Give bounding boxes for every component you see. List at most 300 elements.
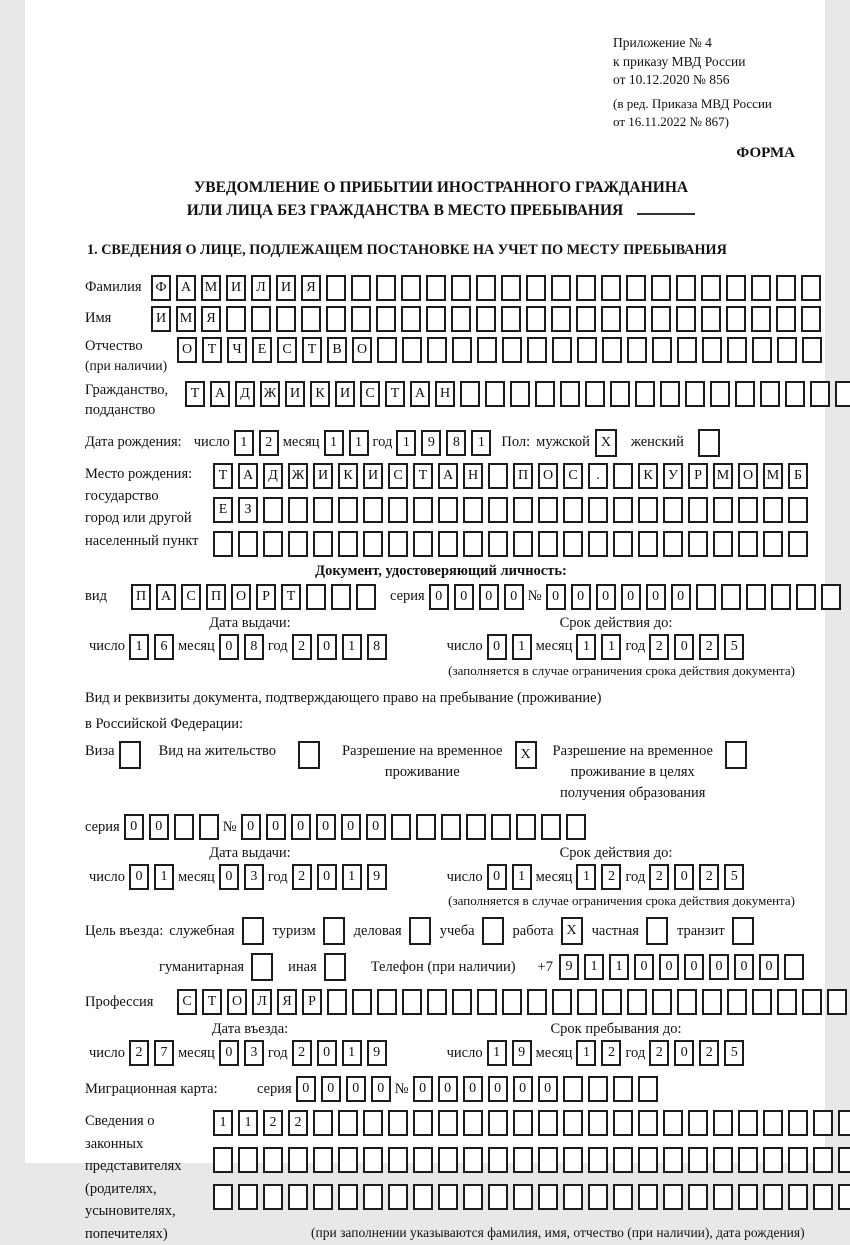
given-name-field-cell[interactable]: [476, 306, 496, 332]
birth-place-line2-cell[interactable]: [488, 497, 508, 523]
entry-year-field-cell[interactable]: 2: [292, 1040, 312, 1066]
given-name-field-cell[interactable]: [626, 306, 646, 332]
representatives-line1[interactable]: [213, 1110, 850, 1136]
entry-year-field-cell[interactable]: 0: [317, 1040, 337, 1066]
residence-valid-year-cell[interactable]: 0: [674, 864, 694, 890]
purpose-official-checkbox-cell[interactable]: [242, 917, 264, 945]
patronymic-field-cell[interactable]: [377, 337, 397, 363]
surname-field-cell[interactable]: [701, 275, 721, 301]
patronymic-field-cell[interactable]: Т: [202, 337, 222, 363]
purpose-study-checkbox-cell[interactable]: [482, 917, 504, 945]
representatives-line3-cell[interactable]: [313, 1184, 333, 1210]
patronymic-field-cell[interactable]: Е: [252, 337, 272, 363]
birth-place-line1-cell[interactable]: [613, 463, 633, 489]
migration-number-field-cell[interactable]: [638, 1076, 658, 1102]
patronymic-field-cell[interactable]: С: [277, 337, 297, 363]
entry-year-field[interactable]: [292, 1040, 387, 1066]
birth-place-line3-cell[interactable]: [313, 531, 333, 557]
identity-kind-field-cell[interactable]: [331, 584, 351, 610]
birth-place-line3-cell[interactable]: [488, 531, 508, 557]
citizenship-field-cell[interactable]: [560, 381, 580, 407]
profession-field-cell[interactable]: [677, 989, 697, 1015]
residence-number-field-cell[interactable]: [441, 814, 461, 840]
identity-valid-month-cell[interactable]: 1: [576, 634, 596, 660]
stay-month-field-cell[interactable]: 2: [601, 1040, 621, 1066]
birth-place-line2-cell[interactable]: [363, 497, 383, 523]
birth-place-line1[interactable]: [213, 463, 808, 489]
temp-residence-edu-checkbox[interactable]: [725, 741, 747, 769]
profession-field-cell[interactable]: Т: [202, 989, 222, 1015]
phone-field-cell[interactable]: 1: [584, 954, 604, 980]
identity-kind-field[interactable]: [131, 584, 376, 610]
surname-field-cell[interactable]: А: [176, 275, 196, 301]
identity-number-field-cell[interactable]: 0: [596, 584, 616, 610]
migration-number-field-cell[interactable]: 0: [463, 1076, 483, 1102]
birth-year-field-cell[interactable]: 1: [471, 430, 491, 456]
birth-place-line3-cell[interactable]: [238, 531, 258, 557]
residence-number-field-cell[interactable]: 0: [291, 814, 311, 840]
identity-series-field-cell[interactable]: 0: [429, 584, 449, 610]
representatives-line3-cell[interactable]: [638, 1184, 658, 1210]
representatives-line3-cell[interactable]: [613, 1184, 633, 1210]
identity-valid-year-cell[interactable]: 0: [674, 634, 694, 660]
birth-place-line2-cell[interactable]: [288, 497, 308, 523]
migration-series-field[interactable]: [296, 1076, 391, 1102]
given-name-field[interactable]: [151, 306, 821, 332]
surname-field-cell[interactable]: И: [226, 275, 246, 301]
representatives-line2-cell[interactable]: [263, 1147, 283, 1173]
representatives-line1-cell[interactable]: [813, 1110, 833, 1136]
given-name-field-cell[interactable]: [601, 306, 621, 332]
given-name-field-cell[interactable]: [326, 306, 346, 332]
representatives-line2-cell[interactable]: [213, 1147, 233, 1173]
profession-field[interactable]: [177, 989, 847, 1015]
representatives-line2-cell[interactable]: [763, 1147, 783, 1173]
identity-issue-month-cell[interactable]: 8: [244, 634, 264, 660]
given-name-field-cell[interactable]: [726, 306, 746, 332]
representatives-line1-cell[interactable]: [463, 1110, 483, 1136]
birth-place-line3-cell[interactable]: [538, 531, 558, 557]
residence-issue-year[interactable]: [292, 864, 387, 890]
birth-day-field[interactable]: [234, 430, 279, 456]
representatives-line2-cell[interactable]: [238, 1147, 258, 1173]
migration-number-field-cell[interactable]: 0: [413, 1076, 433, 1102]
patronymic-field-cell[interactable]: [752, 337, 772, 363]
residence-series-field[interactable]: [124, 814, 219, 840]
birth-place-line1-cell[interactable]: М: [713, 463, 733, 489]
birth-place-line1-cell[interactable]: Н: [463, 463, 483, 489]
citizenship-field-cell[interactable]: [760, 381, 780, 407]
representatives-line2-cell[interactable]: [488, 1147, 508, 1173]
identity-valid-year[interactable]: [649, 634, 744, 660]
identity-valid-year-cell[interactable]: 2: [699, 634, 719, 660]
citizenship-field-cell[interactable]: Д: [235, 381, 255, 407]
identity-kind-field-cell[interactable]: С: [181, 584, 201, 610]
profession-field-cell[interactable]: [452, 989, 472, 1015]
birth-place-line1-cell[interactable]: Т: [213, 463, 233, 489]
given-name-field-cell[interactable]: [801, 306, 821, 332]
profession-field-cell[interactable]: Я: [277, 989, 297, 1015]
residence-number-field-cell[interactable]: [516, 814, 536, 840]
identity-issue-year[interactable]: [292, 634, 387, 660]
residence-valid-year-cell[interactable]: 2: [699, 864, 719, 890]
representatives-line1-cell[interactable]: [513, 1110, 533, 1136]
representatives-line2-cell[interactable]: [463, 1147, 483, 1173]
birth-place-line1-cell[interactable]: Р: [688, 463, 708, 489]
stay-day-field[interactable]: [487, 1040, 532, 1066]
birth-year-field-cell[interactable]: 9: [421, 430, 441, 456]
surname-field-cell[interactable]: [576, 275, 596, 301]
representatives-line3-cell[interactable]: [338, 1184, 358, 1210]
patronymic-field-cell[interactable]: [402, 337, 422, 363]
identity-kind-field-cell[interactable]: [356, 584, 376, 610]
purpose-business-checkbox[interactable]: [409, 917, 431, 945]
entry-day-field-cell[interactable]: 2: [129, 1040, 149, 1066]
birth-place-line1-cell[interactable]: А: [238, 463, 258, 489]
representatives-line2[interactable]: [213, 1147, 850, 1173]
representatives-line3-cell[interactable]: [688, 1184, 708, 1210]
birth-place-line2-cell[interactable]: З: [238, 497, 258, 523]
patronymic-field-cell[interactable]: [727, 337, 747, 363]
citizenship-field-cell[interactable]: [685, 381, 705, 407]
representatives-line3-cell[interactable]: [763, 1184, 783, 1210]
purpose-official-checkbox[interactable]: [242, 917, 264, 945]
birth-place-line3-cell[interactable]: [788, 531, 808, 557]
profession-field-cell[interactable]: [702, 989, 722, 1015]
entry-year-field-cell[interactable]: 1: [342, 1040, 362, 1066]
residence-series-field-cell[interactable]: [199, 814, 219, 840]
patronymic-field-cell[interactable]: [527, 337, 547, 363]
identity-kind-field-cell[interactable]: [306, 584, 326, 610]
migration-series-field-cell[interactable]: 0: [346, 1076, 366, 1102]
profession-field-cell[interactable]: [502, 989, 522, 1015]
surname-field[interactable]: [151, 275, 821, 301]
citizenship-field-cell[interactable]: С: [360, 381, 380, 407]
surname-field-cell[interactable]: [476, 275, 496, 301]
birth-place-line3-cell[interactable]: [613, 531, 633, 557]
surname-field-cell[interactable]: [526, 275, 546, 301]
migration-series-field-cell[interactable]: 0: [296, 1076, 316, 1102]
surname-field-cell[interactable]: [626, 275, 646, 301]
stay-year-field[interactable]: [649, 1040, 744, 1066]
identity-number-field-cell[interactable]: [821, 584, 841, 610]
birth-place-line1-cell[interactable]: К: [338, 463, 358, 489]
representatives-line1-cell[interactable]: [438, 1110, 458, 1136]
birth-day-field-cell[interactable]: 2: [259, 430, 279, 456]
citizenship-field-cell[interactable]: [510, 381, 530, 407]
citizenship-field-cell[interactable]: [785, 381, 805, 407]
surname-field-cell[interactable]: [451, 275, 471, 301]
patronymic-field-cell[interactable]: О: [177, 337, 197, 363]
identity-issue-month[interactable]: [219, 634, 264, 660]
birth-place-line1-cell[interactable]: .: [588, 463, 608, 489]
given-name-field-cell[interactable]: [376, 306, 396, 332]
patronymic-field-cell[interactable]: [502, 337, 522, 363]
profession-field-cell[interactable]: [802, 989, 822, 1015]
surname-field-cell[interactable]: [801, 275, 821, 301]
birth-place-line1-cell[interactable]: М: [763, 463, 783, 489]
birth-month-field-cell[interactable]: 1: [324, 430, 344, 456]
representatives-line3-cell[interactable]: [588, 1184, 608, 1210]
patronymic-field-cell[interactable]: [477, 337, 497, 363]
representatives-line1-cell[interactable]: [713, 1110, 733, 1136]
birth-day-field-cell[interactable]: 1: [234, 430, 254, 456]
phone-field-cell[interactable]: 9: [559, 954, 579, 980]
entry-month-field-cell[interactable]: 3: [244, 1040, 264, 1066]
identity-issue-year-cell[interactable]: 2: [292, 634, 312, 660]
residence-number-field-cell[interactable]: [466, 814, 486, 840]
representatives-line1-cell[interactable]: [388, 1110, 408, 1136]
representatives-line1-cell[interactable]: [413, 1110, 433, 1136]
birth-place-line1-cell[interactable]: О: [738, 463, 758, 489]
birth-place-line2-cell[interactable]: [688, 497, 708, 523]
representatives-line1-cell[interactable]: [638, 1110, 658, 1136]
birth-place-line2-cell[interactable]: [438, 497, 458, 523]
profession-field-cell[interactable]: О: [227, 989, 247, 1015]
residence-issue-month[interactable]: [219, 864, 264, 890]
birth-place-line2-cell[interactable]: [538, 497, 558, 523]
birth-place-line3-cell[interactable]: [738, 531, 758, 557]
patronymic-field-cell[interactable]: [452, 337, 472, 363]
birth-place-line2-cell[interactable]: [338, 497, 358, 523]
identity-issue-year-cell[interactable]: 1: [342, 634, 362, 660]
birth-month-field-cell[interactable]: 1: [349, 430, 369, 456]
residence-issue-day-cell[interactable]: 0: [129, 864, 149, 890]
profession-field-cell[interactable]: [352, 989, 372, 1015]
purpose-tourism-checkbox[interactable]: [323, 917, 345, 945]
surname-field-cell[interactable]: [676, 275, 696, 301]
phone-field-cell[interactable]: 0: [709, 954, 729, 980]
surname-field-cell[interactable]: [501, 275, 521, 301]
profession-field-cell[interactable]: [752, 989, 772, 1015]
stay-year-field-cell[interactable]: 0: [674, 1040, 694, 1066]
phone-field-cell[interactable]: 0: [759, 954, 779, 980]
phone-field-cell[interactable]: [784, 954, 804, 980]
birth-year-field[interactable]: [396, 430, 491, 456]
birth-place-line3-cell[interactable]: [763, 531, 783, 557]
residence-number-field-cell[interactable]: [566, 814, 586, 840]
identity-kind-field-cell[interactable]: Т: [281, 584, 301, 610]
patronymic-field-cell[interactable]: [802, 337, 822, 363]
citizenship-field[interactable]: [185, 381, 850, 407]
citizenship-field-cell[interactable]: [635, 381, 655, 407]
sex-male-checkbox[interactable]: [595, 429, 617, 457]
birth-place-line2-cell[interactable]: [613, 497, 633, 523]
representatives-line3-cell[interactable]: [238, 1184, 258, 1210]
surname-field-cell[interactable]: [601, 275, 621, 301]
surname-field-cell[interactable]: [751, 275, 771, 301]
identity-valid-month-cell[interactable]: 1: [601, 634, 621, 660]
identity-number-field-cell[interactable]: [796, 584, 816, 610]
birth-place-line2-cell[interactable]: [513, 497, 533, 523]
profession-field-cell[interactable]: [777, 989, 797, 1015]
residence-valid-day[interactable]: [487, 864, 532, 890]
citizenship-field-cell[interactable]: И: [285, 381, 305, 407]
migration-number-field-cell[interactable]: 0: [488, 1076, 508, 1102]
birth-place-line3-cell[interactable]: [438, 531, 458, 557]
birth-place-line3-cell[interactable]: [288, 531, 308, 557]
given-name-field-cell[interactable]: [676, 306, 696, 332]
surname-field-cell[interactable]: М: [201, 275, 221, 301]
given-name-field-cell[interactable]: [701, 306, 721, 332]
given-name-field-cell[interactable]: [426, 306, 446, 332]
citizenship-field-cell[interactable]: А: [410, 381, 430, 407]
citizenship-field-cell[interactable]: [460, 381, 480, 407]
purpose-humanitarian-checkbox-cell[interactable]: [251, 953, 273, 981]
residence-issue-year-cell[interactable]: 9: [367, 864, 387, 890]
birth-year-field-cell[interactable]: 1: [396, 430, 416, 456]
profession-field-cell[interactable]: [552, 989, 572, 1015]
identity-series-field[interactable]: [429, 584, 524, 610]
identity-series-field-cell[interactable]: 0: [504, 584, 524, 610]
birth-place-line1-cell[interactable]: [488, 463, 508, 489]
representatives-line1-cell[interactable]: 2: [288, 1110, 308, 1136]
residence-number-field-cell[interactable]: [491, 814, 511, 840]
identity-issue-year-cell[interactable]: 0: [317, 634, 337, 660]
residence-permit-checkbox-cell[interactable]: [298, 741, 320, 769]
profession-field-cell[interactable]: Л: [252, 989, 272, 1015]
patronymic-field-cell[interactable]: [702, 337, 722, 363]
birth-place-line1-cell[interactable]: С: [563, 463, 583, 489]
profession-field-cell[interactable]: [627, 989, 647, 1015]
entry-day-field-cell[interactable]: 7: [154, 1040, 174, 1066]
phone-field-cell[interactable]: 0: [734, 954, 754, 980]
birth-place-line3-cell[interactable]: [213, 531, 233, 557]
birth-year-field-cell[interactable]: 8: [446, 430, 466, 456]
birth-place-line2-cell[interactable]: [713, 497, 733, 523]
patronymic-field-cell[interactable]: [627, 337, 647, 363]
birth-place-line2-cell[interactable]: [663, 497, 683, 523]
birth-place-line3-cell[interactable]: [688, 531, 708, 557]
patronymic-field-cell[interactable]: [652, 337, 672, 363]
citizenship-field-cell[interactable]: Ж: [260, 381, 280, 407]
representatives-line1-cell[interactable]: [538, 1110, 558, 1136]
citizenship-field-cell[interactable]: [485, 381, 505, 407]
birth-place-line2-cell[interactable]: [638, 497, 658, 523]
migration-series-field-cell[interactable]: 0: [321, 1076, 341, 1102]
identity-number-field-cell[interactable]: 0: [621, 584, 641, 610]
citizenship-field-cell[interactable]: [585, 381, 605, 407]
representatives-line3-cell[interactable]: [438, 1184, 458, 1210]
representatives-line3-cell[interactable]: [363, 1184, 383, 1210]
representatives-line2-cell[interactable]: [313, 1147, 333, 1173]
citizenship-field-cell[interactable]: [835, 381, 850, 407]
representatives-line3-cell[interactable]: [813, 1184, 833, 1210]
temp-residence-checkbox[interactable]: [515, 741, 537, 769]
representatives-line3-cell[interactable]: [413, 1184, 433, 1210]
citizenship-field-cell[interactable]: [710, 381, 730, 407]
birth-place-line3-cell[interactable]: [263, 531, 283, 557]
citizenship-field-cell[interactable]: [735, 381, 755, 407]
representatives-line2-cell[interactable]: [688, 1147, 708, 1173]
representatives-line3-cell[interactable]: [513, 1184, 533, 1210]
representatives-line1-cell[interactable]: [563, 1110, 583, 1136]
purpose-business-checkbox-cell[interactable]: [409, 917, 431, 945]
identity-kind-field-cell[interactable]: П: [131, 584, 151, 610]
birth-place-line1-cell[interactable]: С: [388, 463, 408, 489]
residence-issue-year-cell[interactable]: 0: [317, 864, 337, 890]
purpose-work-checkbox-cell[interactable]: X: [561, 917, 583, 945]
given-name-field-cell[interactable]: [651, 306, 671, 332]
residence-number-field[interactable]: [241, 814, 586, 840]
representatives-line1-cell[interactable]: [488, 1110, 508, 1136]
residence-valid-month[interactable]: [576, 864, 621, 890]
given-name-field-cell[interactable]: [551, 306, 571, 332]
representatives-line3-cell[interactable]: [538, 1184, 558, 1210]
surname-field-cell[interactable]: [376, 275, 396, 301]
birth-place-line2-cell[interactable]: [313, 497, 333, 523]
given-name-field-cell[interactable]: [451, 306, 471, 332]
migration-number-field-cell[interactable]: [588, 1076, 608, 1102]
surname-field-cell[interactable]: И: [276, 275, 296, 301]
representatives-line1-cell[interactable]: 1: [213, 1110, 233, 1136]
birth-place-line3-cell[interactable]: [713, 531, 733, 557]
representatives-line2-cell[interactable]: [563, 1147, 583, 1173]
representatives-line1-cell[interactable]: [763, 1110, 783, 1136]
purpose-private-checkbox-cell[interactable]: [646, 917, 668, 945]
birth-place-line2-cell[interactable]: Е: [213, 497, 233, 523]
phone-field-cell[interactable]: 0: [659, 954, 679, 980]
identity-number-field-cell[interactable]: [721, 584, 741, 610]
identity-kind-field-cell[interactable]: О: [231, 584, 251, 610]
surname-field-cell[interactable]: [726, 275, 746, 301]
birth-place-line3-cell[interactable]: [563, 531, 583, 557]
citizenship-field-cell[interactable]: Н: [435, 381, 455, 407]
birth-place-line1-cell[interactable]: К: [638, 463, 658, 489]
representatives-line1-cell[interactable]: [313, 1110, 333, 1136]
birth-place-line1-cell[interactable]: Ж: [288, 463, 308, 489]
identity-issue-year-cell[interactable]: 8: [367, 634, 387, 660]
representatives-line3-cell[interactable]: [263, 1184, 283, 1210]
birth-place-line3-cell[interactable]: [663, 531, 683, 557]
representatives-line3-cell[interactable]: [663, 1184, 683, 1210]
identity-valid-day-cell[interactable]: 0: [487, 634, 507, 660]
representatives-line1-cell[interactable]: 1: [238, 1110, 258, 1136]
identity-valid-day[interactable]: [487, 634, 532, 660]
patronymic-field-cell[interactable]: [602, 337, 622, 363]
representatives-line3-cell[interactable]: [488, 1184, 508, 1210]
given-name-field-cell[interactable]: [751, 306, 771, 332]
residence-number-field-cell[interactable]: 0: [241, 814, 261, 840]
patronymic-field-cell[interactable]: В: [327, 337, 347, 363]
representatives-line2-cell[interactable]: [438, 1147, 458, 1173]
representatives-line1-cell[interactable]: 2: [263, 1110, 283, 1136]
birth-place-line1-cell[interactable]: И: [313, 463, 333, 489]
residence-permit-checkbox[interactable]: [298, 741, 320, 769]
identity-valid-year-cell[interactable]: 2: [649, 634, 669, 660]
profession-field-cell[interactable]: Р: [302, 989, 322, 1015]
representatives-line2-cell[interactable]: [813, 1147, 833, 1173]
given-name-field-cell[interactable]: [351, 306, 371, 332]
phone-field-cell[interactable]: 0: [634, 954, 654, 980]
residence-issue-year-cell[interactable]: 1: [342, 864, 362, 890]
profession-field-cell[interactable]: [602, 989, 622, 1015]
surname-field-cell[interactable]: [326, 275, 346, 301]
residence-number-field-cell[interactable]: [416, 814, 436, 840]
phone-field-cell[interactable]: 0: [684, 954, 704, 980]
patronymic-field-cell[interactable]: О: [352, 337, 372, 363]
residence-valid-year-cell[interactable]: 2: [649, 864, 669, 890]
citizenship-field-cell[interactable]: [660, 381, 680, 407]
patronymic-field[interactable]: [177, 337, 822, 363]
representatives-line2-cell[interactable]: [738, 1147, 758, 1173]
purpose-other-checkbox-cell[interactable]: [324, 953, 346, 981]
representatives-line2-cell[interactable]: [538, 1147, 558, 1173]
surname-field-cell[interactable]: Я: [301, 275, 321, 301]
residence-series-field-cell[interactable]: [174, 814, 194, 840]
birth-place-line1-cell[interactable]: Б: [788, 463, 808, 489]
residence-number-field-cell[interactable]: [391, 814, 411, 840]
